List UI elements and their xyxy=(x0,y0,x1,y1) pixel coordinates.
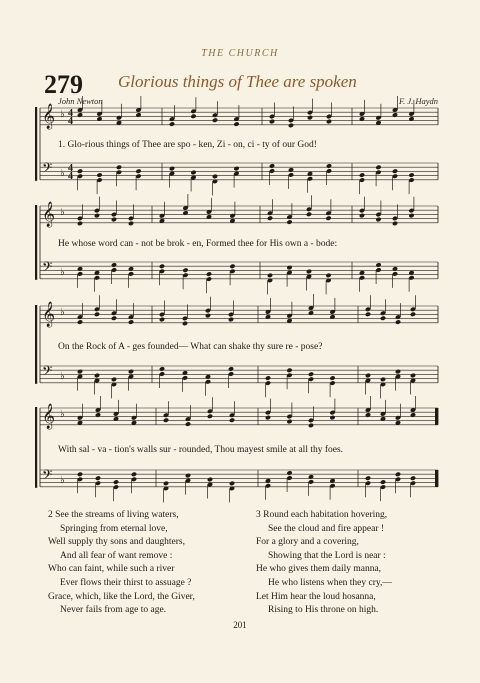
notehead xyxy=(392,168,398,174)
notehead xyxy=(77,266,83,272)
lyric-line-4: With sal - va - tion's walls sur - rounded, Thou mayest smile at all thy foes. xyxy=(58,445,344,455)
notehead xyxy=(182,210,188,216)
hymn-number: 279 xyxy=(44,70,83,99)
notehead xyxy=(410,475,416,481)
time-signature: 4 xyxy=(68,163,73,174)
notehead xyxy=(212,117,218,123)
notehead xyxy=(286,265,292,271)
notehead xyxy=(359,213,365,219)
notehead xyxy=(286,219,292,225)
notehead xyxy=(159,264,165,270)
system-bracket xyxy=(35,107,37,181)
notehead xyxy=(169,166,175,172)
verse-2 xyxy=(48,509,195,618)
notehead xyxy=(206,271,212,277)
notehead xyxy=(380,377,386,383)
notehead xyxy=(308,310,314,316)
notehead xyxy=(190,114,196,120)
flat-icon: ♭ xyxy=(60,109,65,120)
notehead xyxy=(111,315,117,321)
notehead xyxy=(159,317,165,323)
notehead xyxy=(135,112,141,118)
flat-icon: ♭ xyxy=(60,207,65,218)
notehead xyxy=(286,419,292,425)
final-barline xyxy=(435,408,438,425)
verse-line: Ever flows their thirst to assuage ? xyxy=(60,577,192,588)
system-bracket xyxy=(35,305,37,384)
notehead xyxy=(77,369,83,375)
notehead xyxy=(286,368,292,374)
notehead xyxy=(163,481,169,487)
verse-line: Rising to His throne on high. xyxy=(268,605,379,616)
notehead xyxy=(96,172,102,178)
verse-line: Let Him hear the loud hosanna, xyxy=(256,591,376,602)
notehead xyxy=(111,377,117,383)
verse-line: See the cloud and fire appear ! xyxy=(268,523,385,534)
notehead xyxy=(265,375,271,381)
flat-icon: ♭ xyxy=(60,371,65,382)
verse-line: And all fear of want remove : xyxy=(60,550,173,561)
verse-3 xyxy=(256,509,392,618)
notehead xyxy=(288,123,294,129)
lyric-line-3: On the Rock of A - ges founded— What can shake thy sure re - pose? xyxy=(58,342,323,352)
notehead xyxy=(395,369,401,375)
notehead xyxy=(269,163,275,169)
notehead xyxy=(182,321,188,327)
notehead xyxy=(228,366,234,372)
notehead xyxy=(392,266,398,272)
notehead xyxy=(410,412,416,418)
notehead xyxy=(325,215,331,221)
notehead xyxy=(269,119,275,125)
notehead xyxy=(131,472,137,478)
verse-line: Who can faint, while such a river xyxy=(48,564,175,575)
notehead xyxy=(228,317,234,323)
notehead xyxy=(395,472,401,478)
notehead xyxy=(233,121,239,127)
notehead xyxy=(365,373,371,379)
verse-line: Springing from eternal love, xyxy=(60,523,168,534)
final-barline xyxy=(435,470,438,487)
time-signature: 4 xyxy=(68,116,73,127)
notehead xyxy=(308,474,314,480)
verse-line: Grace, which, like the Lord, the Giver, xyxy=(48,591,195,602)
notehead xyxy=(375,262,381,268)
hymn-title: Glorious things of Thee are spoken xyxy=(118,72,357,91)
notehead xyxy=(410,312,416,318)
notehead xyxy=(395,319,401,325)
notehead xyxy=(265,415,271,421)
notehead xyxy=(185,473,191,479)
notehead xyxy=(77,472,83,478)
notehead xyxy=(267,273,273,279)
notehead xyxy=(94,373,100,379)
author-credit: John Newton xyxy=(58,96,103,106)
notehead xyxy=(94,312,100,318)
notehead xyxy=(212,174,218,180)
notehead xyxy=(190,170,196,176)
notehead xyxy=(77,168,83,174)
notehead xyxy=(94,213,100,219)
notehead xyxy=(182,370,188,376)
notehead xyxy=(111,217,117,223)
notehead xyxy=(229,264,235,270)
notehead xyxy=(410,373,416,379)
flat-icon: ♭ xyxy=(60,409,65,420)
notehead xyxy=(95,412,101,418)
bass-clef-icon: 𝄢 xyxy=(42,160,53,179)
notehead xyxy=(329,415,335,421)
time-signature: 4 xyxy=(68,108,73,119)
notehead xyxy=(77,221,83,227)
verse-line: Never fails from age to age. xyxy=(60,605,167,616)
notehead xyxy=(365,412,371,418)
bass-clef-icon: 𝄢 xyxy=(42,467,53,486)
treble-clef-icon: 𝄞 xyxy=(42,302,56,327)
page-number: 201 xyxy=(233,620,247,630)
notehead xyxy=(380,479,386,485)
notehead xyxy=(359,172,365,178)
flat-icon: ♭ xyxy=(60,475,65,486)
composer-credit: F. J. Haydn xyxy=(398,96,438,106)
notehead xyxy=(229,417,235,423)
notehead xyxy=(392,112,398,118)
notehead xyxy=(205,313,211,319)
notehead xyxy=(77,319,83,325)
notehead xyxy=(408,172,414,178)
notehead xyxy=(326,119,332,125)
notehead xyxy=(365,475,371,481)
system-bracket xyxy=(35,205,37,280)
notehead xyxy=(113,479,119,485)
notehead xyxy=(111,262,117,268)
verse-line: 2 See the streams of living waters, xyxy=(48,510,179,520)
notehead xyxy=(163,417,169,423)
notehead xyxy=(375,165,381,171)
notehead xyxy=(308,371,314,377)
notehead xyxy=(207,477,213,483)
flat-icon: ♭ xyxy=(60,168,65,179)
notehead xyxy=(233,166,239,172)
verse-line: For a glory and a covering, xyxy=(256,537,359,548)
notehead xyxy=(229,481,235,487)
notehead xyxy=(128,221,134,227)
notehead xyxy=(267,215,273,221)
flat-icon: ♭ xyxy=(60,307,65,318)
notehead xyxy=(128,266,134,272)
notehead xyxy=(326,163,332,169)
verse-line: Showing that the Lord is near : xyxy=(268,550,386,561)
treble-clef-icon: 𝄞 xyxy=(42,104,56,129)
notehead xyxy=(308,423,314,429)
notehead xyxy=(116,165,122,171)
notehead xyxy=(207,414,213,420)
verse-line: Well supply thy sons and daughters, xyxy=(48,537,185,548)
bass-clef-icon: 𝄢 xyxy=(42,363,53,382)
notehead xyxy=(380,315,386,321)
notehead xyxy=(135,168,141,174)
flat-icon: ♭ xyxy=(60,267,65,278)
notehead xyxy=(306,212,312,218)
notehead xyxy=(329,375,335,381)
lyric-line-1: 1. Glo-rious things of Thee are spo - ken, Zi - on, ci - ty of our God! xyxy=(58,140,317,150)
notehead xyxy=(365,312,371,318)
notehead xyxy=(408,213,414,219)
verse-line: 3 Round each habitation hovering, xyxy=(256,510,388,520)
notehead xyxy=(95,475,101,481)
notehead xyxy=(169,121,175,127)
notehead xyxy=(392,221,398,227)
verse-line: He who gives them daily manna, xyxy=(256,564,382,575)
treble-clef-icon: 𝄞 xyxy=(42,202,56,227)
notehead xyxy=(128,369,134,375)
system-bracket xyxy=(35,407,37,488)
notehead xyxy=(306,269,312,275)
lyric-line-2: He whose word can - not be brok - en, Formed thee for His own a - bode: xyxy=(58,239,338,249)
bass-clef-icon: 𝄢 xyxy=(42,259,53,278)
treble-clef-icon: 𝄞 xyxy=(42,404,56,429)
notehead xyxy=(77,112,83,118)
time-signature: 4 xyxy=(68,171,73,182)
notehead xyxy=(185,421,191,427)
notehead xyxy=(286,470,292,476)
notehead xyxy=(159,366,165,372)
verse-line: He who listens when they cry,— xyxy=(268,577,392,588)
notehead xyxy=(325,273,331,279)
notehead xyxy=(128,319,134,325)
notehead xyxy=(182,267,188,273)
running-head: THE CHURCH xyxy=(201,48,279,59)
notehead xyxy=(375,217,381,223)
notehead xyxy=(307,115,313,121)
notehead xyxy=(288,167,294,173)
